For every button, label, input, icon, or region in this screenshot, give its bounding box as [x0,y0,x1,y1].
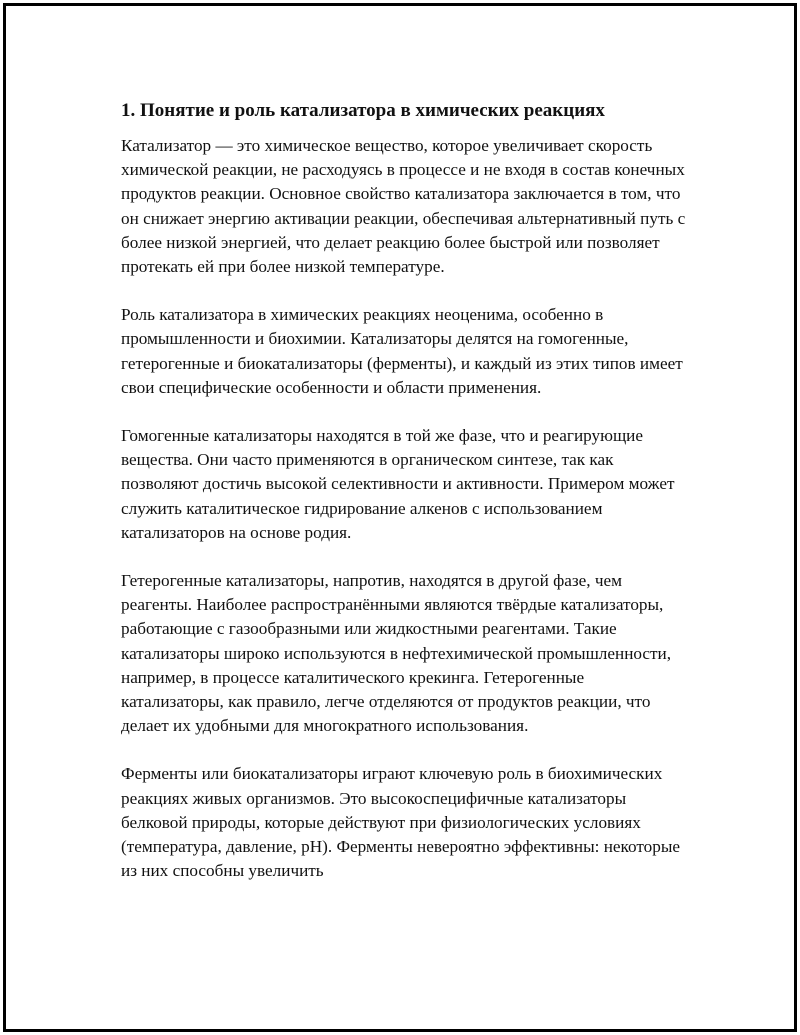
section-heading: 1. Понятие и роль катализатора в химических реакциях [121,100,605,121]
paragraph-heterogeneous: Гетерогенные катализаторы, напротив, находятся в другой фазе, чем реагенты. Наиболее распространёнными являются твёрдые катализаторы, работающие с газообразными или жидкостными реагентами. Такие катализаторы широко используются в нефтехимической промышленности, например, в процессе каталитического крекинга. Гетерогенные катализаторы, как правило, легче отделяются от продуктов реакции, что делает их удобными для многократного использования. [121,571,672,736]
paragraph-catalyst-role: Роль катализатора в химических реакциях неоценима, особенно в промышленности и биохимии. Катализаторы делятся на гомогенные, гетерогенные и биокатализаторы (ферменты), и каждый из этих типов имеет свои специфические особенности и области применения. [121,305,683,397]
document-body [121,98,691,907]
paragraph-enzymes: Ферменты или биокатализаторы играют ключевую роль в биохимических реакциях живых организмов. Это высокоспецифичные катализаторы белковой природы, которые действуют при физиологических условиях (температура, давление, pH). Ферменты невероятно эффективны: некоторые из них способны увеличить [121,764,681,881]
document-page [3,3,797,1032]
paragraph-homogeneous: Гомогенные катализаторы находятся в той же фазе, что и реагирующие вещества. Они часто применяются в органическом синтезе, так как позволяют достичь высокой селективности и активности. Примером может служить каталитическое гидрирование алкенов с использованием катализаторов на основе родия. [121,426,675,542]
paragraph-catalyst-definition: Катализатор — это химическое вещество, которое увеличивает скорость химической реакции, не расходуясь в процессе и не входя в состав конечных продуктов реакции. Основное свойство катализатора заключается в том, что он снижает энергию активации реакции, обеспечивая альтернативный путь с более низкой энергией, что делает реакцию более быстрой или позволяет протекать ей при более низкой температуре. [121,136,686,277]
